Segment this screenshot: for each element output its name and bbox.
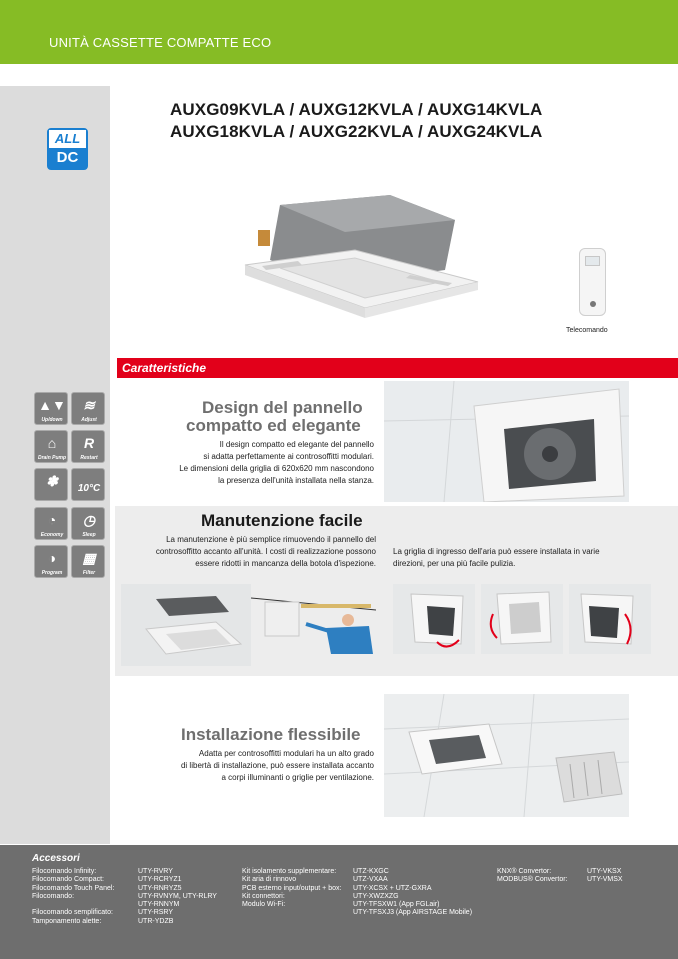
maintenance-line: La manutenzione è più semplice rimuovendo il pannello del: [166, 535, 376, 544]
cassette-unit-image: [240, 190, 485, 325]
all-dc-badge: [47, 128, 88, 170]
heat-10c-icon: [71, 468, 105, 501]
accessory-name: MODBUS® Convertor:: [497, 876, 568, 884]
feature-glyph: ▲▼: [38, 397, 66, 413]
design-title-2: compatto ed elegante: [186, 416, 361, 435]
features-bar: [117, 358, 678, 378]
accessory-name: KNX® Convertor:: [497, 868, 552, 875]
model-line-1: AUXG09KVLA / AUXG12KVLA / AUXG14KVLA: [170, 100, 543, 119]
feature-glyph: ◑: [47, 550, 57, 566]
feature-glyph: ◷: [82, 512, 96, 528]
installation-text: [140, 748, 374, 784]
feature-glyph: ✽: [46, 473, 58, 489]
page-title: UNITÀ CASSETTE COMPATTE ECO: [49, 35, 272, 50]
accessory-code: UTY-VKSX: [587, 868, 622, 875]
accessory-name: Kit aria di rinnovo: [242, 876, 297, 884]
design-line: la presenza dell'unità installata nella stanza.: [218, 476, 374, 485]
installation-title: Installazione flessibile: [181, 725, 361, 744]
feature-label: Up/down: [41, 417, 63, 423]
accessories-col3-codes: [587, 868, 623, 885]
accessory-name: PCB esterno input/output + box:: [242, 884, 342, 892]
accessories-col3-names: [497, 868, 568, 885]
ceiling-unit-image: [121, 584, 251, 666]
feature-glyph: R: [83, 435, 95, 451]
feature-label: 10°C: [77, 483, 101, 494]
accessory-code: UTY-RSRY: [138, 909, 174, 917]
accessory-code: UTZ-VXAA: [353, 876, 388, 884]
accessory-code: UTY-RVRY: [138, 868, 173, 875]
accessory-name: Kit connettori:: [242, 892, 285, 900]
snowflake-icon: [34, 468, 68, 501]
feature-glyph: ≋: [83, 397, 95, 413]
feature-glyph: ▦: [82, 550, 96, 566]
accessory-name: Modulo Wi-Fi:: [242, 901, 286, 909]
badge-top: ALL: [49, 130, 86, 148]
accessory-name: [32, 901, 114, 909]
accessory-code: UTY-RNNYM: [138, 901, 180, 909]
grille-position-1-image: [393, 584, 475, 654]
feature-label: Economy: [40, 532, 64, 538]
accessory-code: UTR-YDZB: [138, 917, 174, 925]
remote-screen: [585, 256, 600, 266]
design-line: Il design compatto ed elegante del pannello: [219, 440, 374, 449]
feature-label: Drain Pump: [37, 455, 67, 461]
drain-pump-icon: [34, 430, 68, 463]
economy-icon: [34, 507, 68, 540]
installation-line: di libertà di installazione, può essere installata accanto: [180, 761, 374, 770]
feature-label: Sleep: [82, 532, 96, 538]
maintenance-text-right: [393, 546, 663, 570]
design-line: Le dimensioni della griglia di 620x620 mm nascondono: [179, 464, 374, 473]
accessory-name: Filocomando Compact:: [32, 876, 104, 884]
adjust-icon: [71, 392, 105, 425]
accessories-col2-codes: [353, 868, 472, 918]
remote-label: Telecomando: [566, 327, 608, 334]
grille-position-3-image: [569, 584, 651, 654]
filter-icon: [71, 545, 105, 578]
maintenance-line: controsoffitto accanto all'unità. I costi di realizzazione possono: [155, 547, 376, 556]
feature-label: Filter: [82, 570, 96, 576]
up-down-icon: [34, 392, 68, 425]
installation-line: a corpi illuminanti o griglie per ventilazione.: [221, 773, 374, 782]
accessory-code: UTY-XWZXZG: [353, 892, 399, 900]
maintenance-line: essere ridotti in mancanza della botola d'ispezione.: [195, 559, 376, 568]
accessories-col1-codes: [138, 868, 217, 926]
design-text: [150, 439, 374, 487]
design-line: si adatta perfettamente ai controsoffitti modulari.: [203, 452, 374, 461]
maintenance-title: Manutenzione facile: [201, 511, 363, 530]
accessory-code: UTY-XCSX + UTZ-GXRA: [353, 884, 432, 892]
accessories-title: Accessori: [32, 853, 80, 864]
feature-label: Program: [41, 570, 63, 576]
panel-closeup-image: [384, 381, 629, 502]
badge-bottom: DC: [49, 148, 86, 168]
technician-image: [251, 596, 376, 654]
feature-label: Adjust: [81, 417, 97, 423]
model-line-2: AUXG18KVLA / AUXG22KVLA / AUXG24KVLA: [170, 122, 543, 141]
accessory-code: UTY-RNRYZ5: [138, 884, 182, 892]
maintenance-line: direzioni, per una più facile pulizia.: [393, 559, 516, 568]
accessory-code: UTY-VMSX: [587, 876, 623, 884]
accessory-name: Filocomando Infinity:: [32, 868, 97, 875]
header-bar: [0, 0, 678, 64]
grille-position-2-image: [481, 584, 563, 654]
accessory-name: [242, 909, 341, 917]
accessory-name: Kit isolamento supplementare:: [242, 868, 337, 875]
feature-glyph: ⌂: [47, 435, 57, 451]
accessory-name: Filocomando:: [32, 892, 75, 900]
accessory-name: Filocomando Touch Panel:: [32, 884, 115, 892]
remote-button: [590, 301, 596, 307]
maintenance-text-left: [120, 534, 376, 570]
ceiling-installation-image: [384, 694, 629, 817]
program-icon: [34, 545, 68, 578]
accessory-name: Tamponamento alette:: [32, 917, 102, 925]
restart-icon: [71, 430, 105, 463]
features-bar-label: Caratteristiche: [122, 361, 207, 375]
accessories-col2-names: [242, 868, 341, 918]
accessories-footer: [0, 845, 678, 959]
maintenance-line: La griglia di ingresso dell'aria può essere installata in varie: [393, 547, 600, 556]
remote-control-image: [579, 248, 606, 316]
design-title-1: Design del pannello: [202, 398, 363, 417]
accessory-code: UTZ-KXGC: [353, 868, 389, 875]
accessory-code: UTY-RCRYZ1: [138, 876, 182, 884]
installation-line: Adatta per controsoffitti modulari ha un alto grado: [198, 749, 374, 758]
feature-label: Restart: [80, 455, 98, 461]
sidebar: [0, 86, 110, 844]
accessory-name: Filocomando semplificato:: [32, 909, 113, 917]
accessory-code: UTY-RVNYM, UTY-RLRY: [138, 892, 217, 900]
accessory-code: UTY-TFSXW1 (App FGLair): [353, 901, 440, 909]
accessories-col1-names: [32, 868, 114, 926]
sleep-icon: [71, 507, 105, 540]
accessory-code: UTY-TFSXJ3 (App AIRSTAGE Mobile): [353, 909, 473, 917]
feature-glyph: ◔: [47, 512, 57, 528]
